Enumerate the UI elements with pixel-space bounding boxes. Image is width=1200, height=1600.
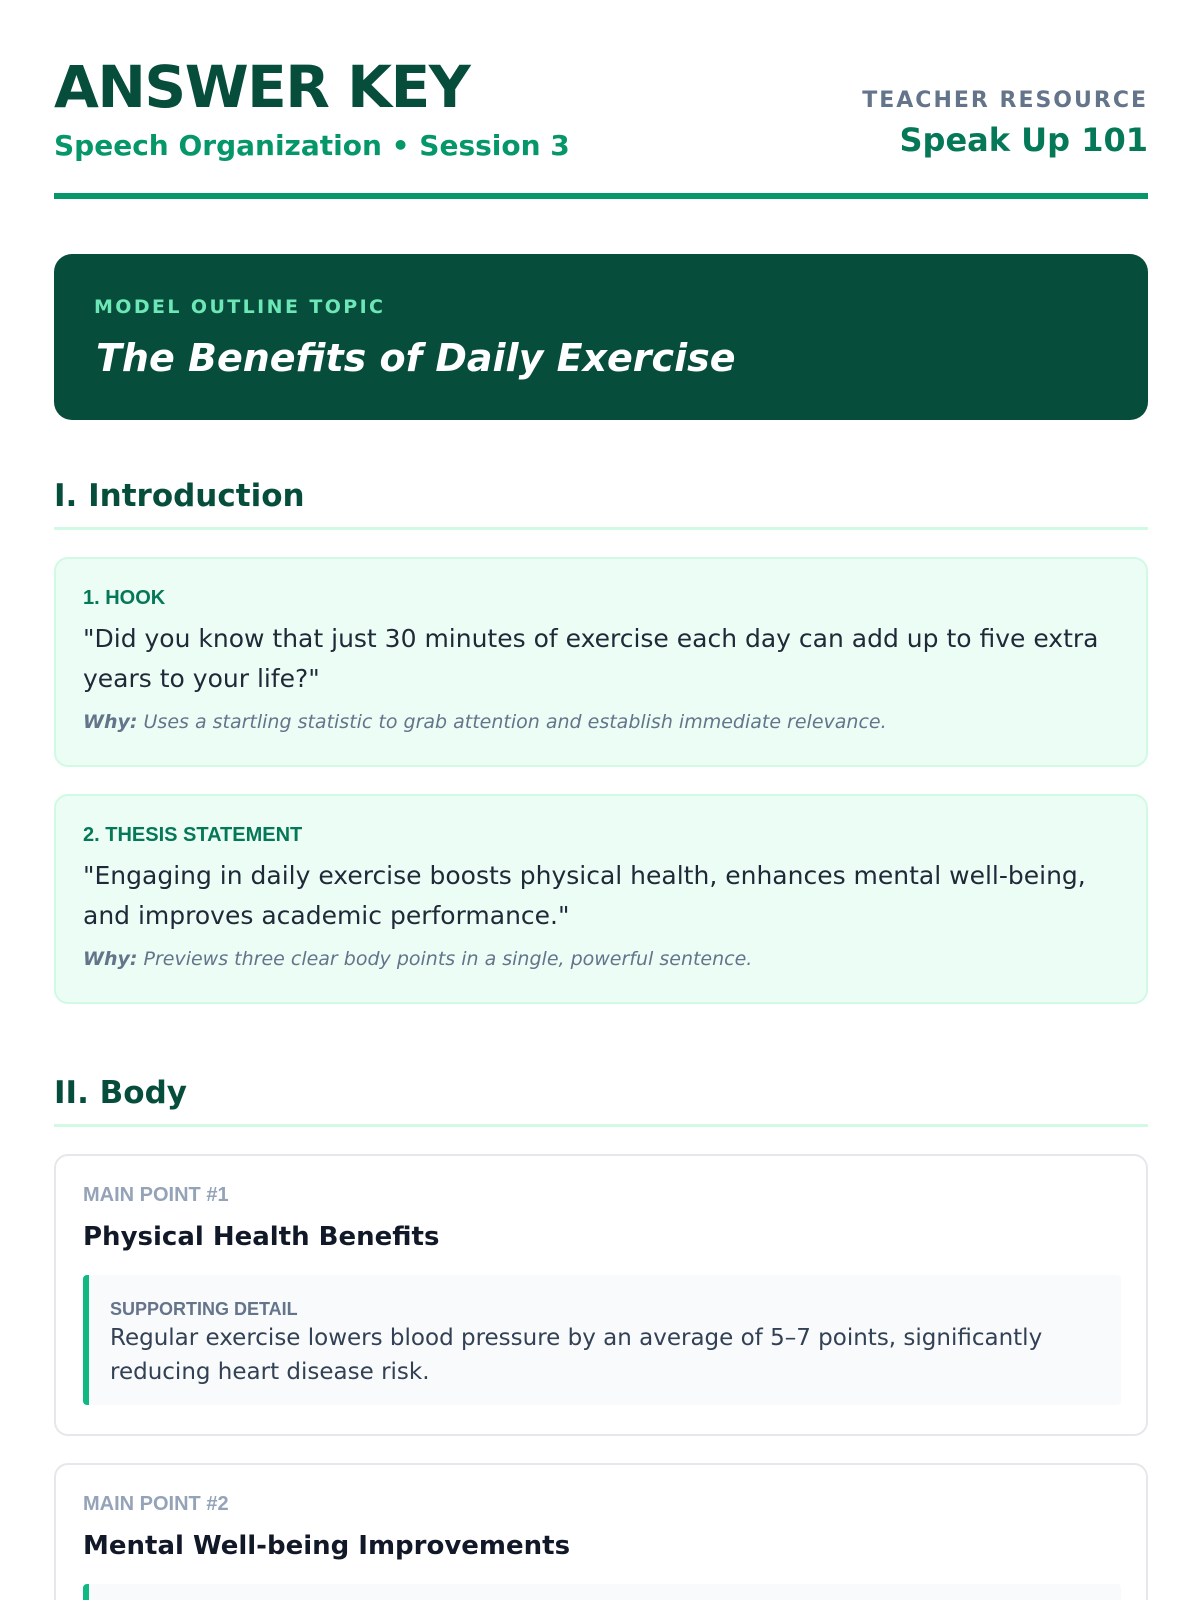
why-prefix: Why: [83,711,138,733]
hook-card [54,557,1148,767]
header-divider [54,193,1148,199]
section-heading-body: II. Body [54,1075,187,1111]
main-point-title: Mental Well-being Improvements [83,1531,571,1561]
thesis-quote: "Engaging in daily exercise boosts physical health, enhances mental well-being, and improves academic performance." [83,861,1086,930]
topic-label: MODEL OUTLINE TOPIC [94,296,386,318]
supporting-detail [83,1584,1121,1600]
document-subtitle: Speech Organization • Session 3 [54,129,570,162]
thesis-rationale [83,946,1123,972]
supporting-detail-text: Regular exercise lowers blood pressure by an average of 5–7 points, significantly reducing heart disease risk. [110,1325,1043,1385]
topic-banner [54,254,1148,420]
section-divider-introduction [54,527,1148,530]
main-point-label: MAIN POINT #2 [83,1493,229,1515]
document-title: ANSWER KEY [54,53,470,121]
topic-title: The Benefits of Daily Exercise [96,336,736,380]
thesis-label: 2. THESIS STATEMENT [83,824,303,846]
why-prefix: Why: [83,948,138,970]
main-point-title: Physical Health Benefits [83,1222,440,1252]
main-point-card [54,1463,1148,1600]
section-heading-introduction: I. Introduction [54,478,305,514]
main-point-card [54,1154,1148,1436]
supporting-detail [83,1275,1121,1405]
thesis-card [54,794,1148,1004]
course-name: Speak Up 101 [899,121,1148,159]
section-divider-body [54,1124,1148,1127]
hook-quote: "Did you know that just 30 minutes of exercise each day can add up to five extra years to your life?" [83,624,1099,693]
hook-rationale [83,709,1123,735]
resource-label: TEACHER RESOURCE [862,88,1148,113]
header-meta [862,86,1148,164]
why-text: Previews three clear body points in a single, powerful sentence. [137,948,753,970]
supporting-detail-label: SUPPORTING DETAIL [110,1299,298,1319]
why-text: Uses a startling statistic to grab attention and establish immediate relevance. [137,711,887,733]
document-header [54,52,1148,202]
main-point-label: MAIN POINT #1 [83,1184,229,1206]
hook-label: 1. HOOK [83,587,166,609]
